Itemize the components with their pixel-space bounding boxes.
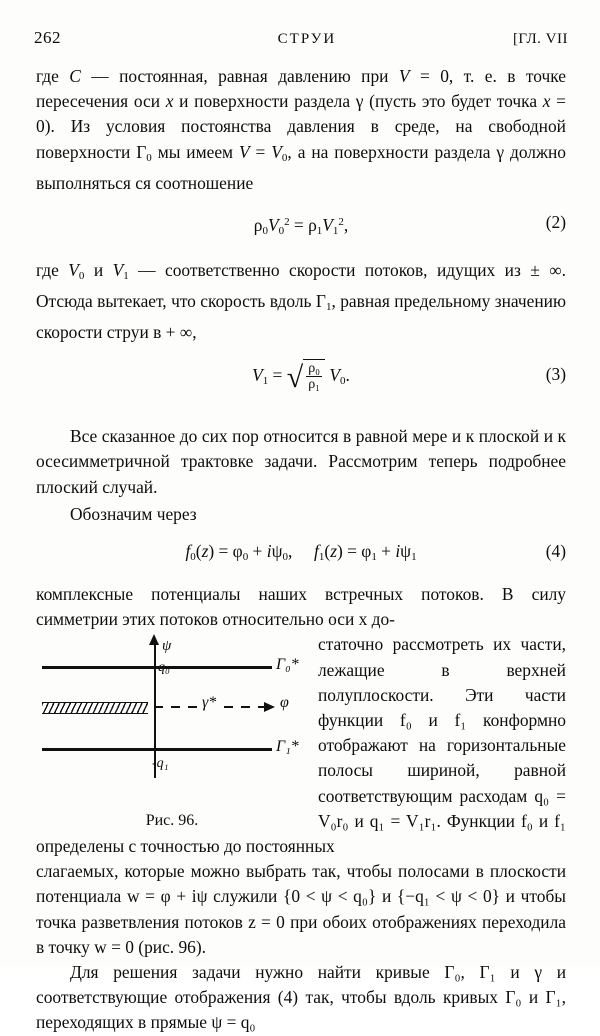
figure-96 — [36, 634, 308, 830]
figure-caption: Рис. 96. — [145, 812, 199, 830]
page-body — [36, 64, 566, 1036]
figure-dashed-line-left — [154, 706, 202, 708]
equation-3-denominator: ρ₁ — [308, 376, 321, 392]
figure-phi-arrow-icon — [264, 702, 275, 712]
equation-4-expression: $f_0(z) = \varphi_0 + i\psi_0$, $f_1(z) = \varphi_1 + i\psi_1$ — [185, 540, 417, 563]
running-title: СТРУИ — [277, 31, 337, 47]
chapter-marker: [ГЛ. VII — [512, 31, 568, 47]
figure-top-boundary-line — [42, 666, 272, 669]
figure-text-wrap — [36, 632, 566, 859]
figure-label-minus-q1: -q₁ — [152, 756, 169, 772]
paragraph-5-tail: слагаемых, которые можно выбрать так, чтобы полосами в плоскости потенциала w = φ + iψ служили {0 < ψ < q₀} и {−q₁ < ψ < 0} и чтобы точка разветвления потоков z = 0 при обоих отображениях переходила в точку w = 0 (рис. 96). — [36, 861, 566, 957]
paragraph-2: где $V_0$ и $V_1$ — соответственно скорости потоков, идущих из ± ∞. Отсюда вытекает, что скорость вдоль $Г_1$, равная предельному значению скорости струи в + ∞, — [36, 260, 566, 343]
paragraph-1: где C — постоянная, равная давлению при V = 0, т. е. в точке пересечения оси x и поверхности раздела γ (пусть это будет точка x = 0). Из условия постоянства давления в среде, на свободной поверхности $Г_0$ мы имеем $V = V_0$, а на поверхности раздела γ должно выполняться ся соотношение — [36, 66, 566, 193]
paragraph-5-wrap: статочно рассмотреть их части, лежащие в верхней полуплоскости. Эти части функции f₀ и f₁ конформно отображают на горизонтальные полосы шириной, равной соответствующим расходам q₀ = V₀r₀ и q₁ = V₁r₁. Функции f₀ и f₁ определены с точностью до постоянных — [36, 634, 566, 856]
equation-2-number: (2) — [545, 212, 566, 233]
figure-label-gamma-mid: γ* — [202, 694, 217, 712]
equation-4-number: (4) — [545, 540, 566, 561]
page-number: 262 — [34, 28, 61, 47]
equation-2 — [36, 210, 566, 244]
figure-tick-q1 — [148, 748, 155, 750]
figure-label-psi: ψ — [162, 638, 172, 655]
paragraph-4: Обозначим через — [70, 503, 197, 524]
figure-hatched-plate — [42, 702, 148, 714]
figure-label-gamma0: Γ₀* — [276, 656, 299, 674]
figure-dashed-line-right — [224, 706, 266, 708]
paragraph-3: Все сказанное до сих пор относится в равной мере и к плоской и к осесимметричной трактовке задачи. Рассмотрим теперь подробнее плоский случай. — [36, 426, 566, 497]
equation-3-number: (3) — [545, 363, 566, 384]
equation-3 — [36, 362, 566, 395]
equation-4 — [36, 539, 566, 570]
equation-3-expression: $V_1$ = √ $\frac{\text{ρ₀}}{\text{ρ₁}}$ $V_0$. — [252, 360, 350, 395]
paragraph-5-head: комплексные потенциалы наших встречных потоков. В силу симметрии этих потоков относительно оси x до- — [36, 583, 566, 630]
figure-label-gamma1: Γ₁* — [276, 738, 299, 756]
figure-bottom-boundary-line — [42, 748, 272, 751]
paragraph-6: Для решения задачи нужно найти кривые Γ₀, Γ₁ и γ и соответствующие отображения (4) так, чтобы вдоль кривых Γ₀ и Γ₁, переходящих в прямые ψ = q₀ — [36, 961, 566, 1033]
figure-axis-arrow-icon — [149, 634, 159, 645]
figure-tick-q0 — [148, 666, 155, 668]
equation-2-expression: $\rho_0V_0^2 = \rho_1V_1^2$, — [253, 215, 349, 238]
figure-label-phi: φ — [280, 694, 289, 712]
equation-3-numerator: ρ₀ — [308, 360, 321, 376]
page-header — [34, 28, 568, 48]
